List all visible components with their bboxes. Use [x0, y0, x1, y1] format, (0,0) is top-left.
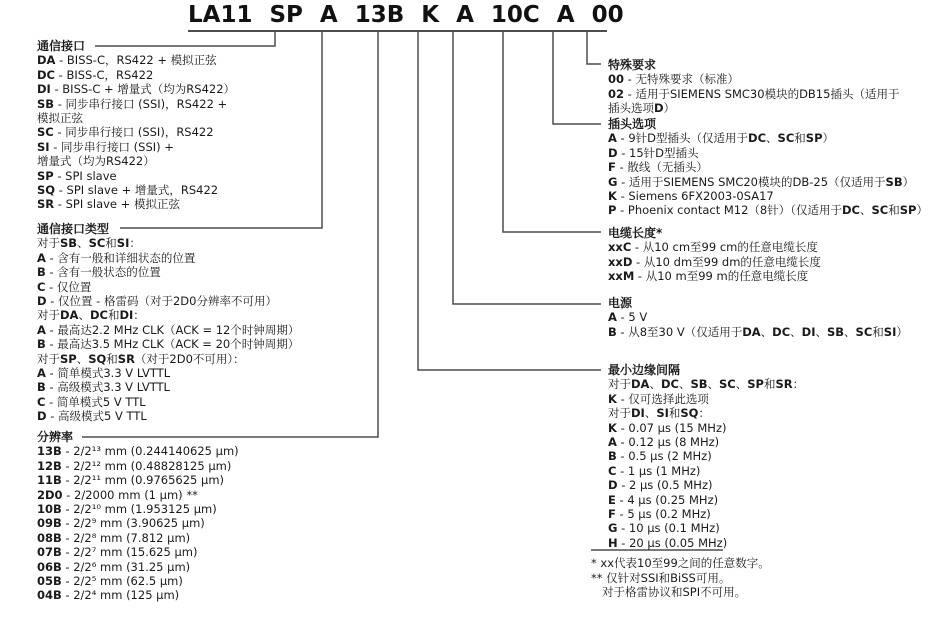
- entry-line: SQ - SPI slave + 增量式，RS422: [37, 183, 219, 198]
- connector-line-special: [587, 31, 601, 64]
- entry-line: xxM - 从10 m至99 m的任意电缆长度: [608, 269, 809, 284]
- code-token: 13B: [354, 2, 405, 28]
- entry-line: F - 散线（无插头）: [608, 160, 708, 175]
- entry-line: SC - 同步串行接口 (SSI)，RS422: [37, 125, 214, 140]
- entry-line: B - 含有一般状态的位置: [37, 265, 161, 280]
- section-title: 电源: [608, 296, 633, 310]
- entry-line: SP - SPI slave: [37, 168, 117, 183]
- entry-line: B - 最高达3.5 MHz CLK（ACK = 20个时钟周期）: [37, 337, 300, 352]
- footnotes: [591, 556, 770, 600]
- entry-line: P - Phoenix contact M12（8针）（仅适用于DC、SC和SP）: [608, 203, 928, 218]
- section-power-supply: [608, 296, 908, 339]
- entry-line: SR - SPI slave + 模拟正弦: [37, 197, 180, 212]
- connector-line-cable: [503, 31, 601, 232]
- code-token: K: [421, 2, 440, 28]
- entry-line: G - 适用于SIEMENS SMC20模块的DB-25（仅适用于SB）: [608, 174, 915, 189]
- code-token: 00: [591, 2, 624, 28]
- entry-line: 10B - 2/2¹⁰ mm (1.953125 µm): [37, 502, 217, 517]
- entry-line: D - 高级模式5 V TTL: [37, 409, 147, 424]
- section-entries: [608, 377, 804, 550]
- entry-line: E - 4 µs (0.25 MHz): [608, 492, 719, 507]
- entry-line: D - 2 µs (0.5 MHz): [608, 478, 713, 493]
- entry-line: 对于DA、DC、SB、SC、SP和SR：: [608, 377, 805, 392]
- entry-line: A - 0.12 µs (8 MHz): [608, 435, 720, 450]
- entry-line: 13B - 2/2¹³ mm (0.244140625 µm): [37, 444, 239, 459]
- section-title: 通信接口: [37, 39, 86, 53]
- entry-line: D - 仅位置 - 格雷码（对于2D0分辨率不可用）: [37, 294, 277, 309]
- entry-line: SI - 同步串行接口 (SSI) +: [37, 139, 174, 154]
- entry-line: 11B - 2/2¹¹ mm (0.9765625 µm): [37, 473, 225, 488]
- section-resolution: [37, 430, 239, 603]
- entry-line: 对于DA、DC和DI：: [37, 308, 145, 323]
- section-entries: [608, 131, 928, 217]
- entry-line: H - 20 µs (0.05 MHz): [608, 535, 728, 550]
- code-token: 10C: [490, 2, 540, 28]
- entry-line: B - 从8至30 V（仅适用于DA、DC、DI、SB、SC和SI）: [608, 324, 908, 339]
- entry-line: xxD - 从10 dm至99 dm的任意电缆长度: [608, 254, 821, 269]
- entry-line: D - 15针D型插头: [608, 145, 699, 160]
- section-cable-length: [608, 226, 821, 284]
- entry-line: K - Siemens 6FX2003-0SA17: [608, 189, 774, 204]
- section-entries: [37, 444, 239, 602]
- entry-line: 12B - 2/2¹² mm (0.48828125 µm): [37, 458, 232, 473]
- section-connector-options: [608, 117, 928, 218]
- entry-line: 05B - 2/2⁵ mm (62.5 µm): [37, 574, 183, 589]
- entry-line: 插头选项D）: [608, 101, 676, 116]
- code-token: SP: [269, 2, 303, 28]
- section-minimum-edge-separation: [608, 363, 804, 550]
- entry-line: B - 高级模式3.3 V LVTTL: [37, 380, 170, 395]
- entry-line: 07B - 2/2⁷ mm (15.625 µm): [37, 545, 198, 560]
- section-title: 电缆长度*: [608, 226, 663, 240]
- entry-line: A - 含有一般和详细状态的位置: [37, 250, 196, 265]
- section-communication-interface: [37, 39, 235, 212]
- entry-line: 对于DI、SI和SQ：: [608, 406, 710, 421]
- entry-line: 00 - 无特殊要求（标准）: [608, 72, 739, 87]
- entry-line: 02 - 适用于SIEMENS SMC30模块的DB15插头（适用于: [608, 86, 900, 101]
- connector-line-connector-option: [553, 31, 601, 124]
- code-token: A: [319, 2, 338, 28]
- entry-line: F - 5 µs (0.2 MHz): [608, 507, 711, 522]
- section-entries: [37, 236, 299, 423]
- entry-line: 06B - 2/2⁶ mm (31.25 µm): [37, 559, 191, 574]
- connector-line-power: [453, 31, 601, 304]
- entry-line: A - 5 V: [608, 310, 648, 325]
- entry-line: 04B - 2/2⁴ mm (125 µm): [37, 588, 180, 603]
- entry-line: K - 0.07 µs (15 MHz): [608, 420, 727, 435]
- entry-line: DC - BISS-C，RS422: [37, 67, 154, 82]
- entry-line: 对于SB、SC和SI：: [37, 236, 141, 251]
- entry-line: 对于格雷协议和SPI不可用。: [602, 585, 747, 600]
- section-entries: [608, 72, 899, 115]
- section-entries: [608, 310, 908, 339]
- code-token: A: [456, 2, 474, 28]
- entry-line: DA - BISS-C，RS422 + 模拟正弦: [37, 53, 217, 68]
- entry-line: 增量式（均为RS422）: [37, 154, 155, 169]
- entry-line: SB - 同步串行接口 (SSI)，RS422 +: [37, 96, 228, 111]
- entry-line: * xx代表10至99之间的任意数字。: [591, 556, 770, 570]
- code-token: A: [556, 2, 575, 28]
- entry-line: C - 1 µs (1 MHz): [608, 463, 701, 478]
- section-special-requirements: [608, 58, 899, 116]
- section-title: 特殊要求: [608, 58, 657, 72]
- entry-line: G - 10 µs (0.1 MHz): [608, 521, 720, 536]
- section-title: 最小边缘间隔: [608, 363, 681, 377]
- entry-line: 09B - 2/2⁹ mm (3.90625 µm): [37, 516, 205, 531]
- entry-line: C - 简单模式5 V TTL: [37, 394, 146, 409]
- entry-line: DI - BISS-C + 增量式（均为RS422）: [37, 82, 236, 97]
- section-title: 分辨率: [37, 430, 74, 444]
- entry-line: A - 简单模式3.3 V LVTTL: [37, 366, 171, 381]
- entry-line: A - 9针D型插头（仅适用于DC、SC和SP）: [608, 131, 834, 146]
- entry-line: 2D0 - 2/2000 mm (1 µm) **: [37, 487, 198, 502]
- code-token: LA11: [188, 2, 253, 28]
- section-title: 插头选项: [608, 117, 657, 131]
- entry-line: xxC - 从10 cm至99 cm的任意电缆长度: [608, 240, 818, 255]
- section-title: 通信接口类型: [37, 222, 110, 236]
- connector-line-min-edge: [418, 31, 601, 370]
- section-communication-interface-type: [37, 222, 299, 424]
- order-code-title: [188, 2, 624, 28]
- entry-line: B - 0.5 µs (2 MHz): [608, 449, 712, 464]
- entry-line: ** 仅针对SSI和BiSS可用。: [591, 570, 731, 585]
- entry-line: K - 仅可选择此选项: [608, 391, 709, 406]
- entry-line: 08B - 2/2⁸ mm (7.812 µm): [37, 530, 191, 545]
- entry-line: A - 最高达2.2 MHz CLK（ACK = 12个时钟周期）: [37, 322, 300, 337]
- entry-line: 对于SP、SQ和SR（对于2D0不可用）：: [37, 351, 245, 366]
- entry-line: C - 仅位置: [37, 279, 92, 294]
- section-entries: [37, 53, 235, 211]
- section-entries: [608, 240, 821, 283]
- entry-line: 模拟正弦: [37, 111, 83, 126]
